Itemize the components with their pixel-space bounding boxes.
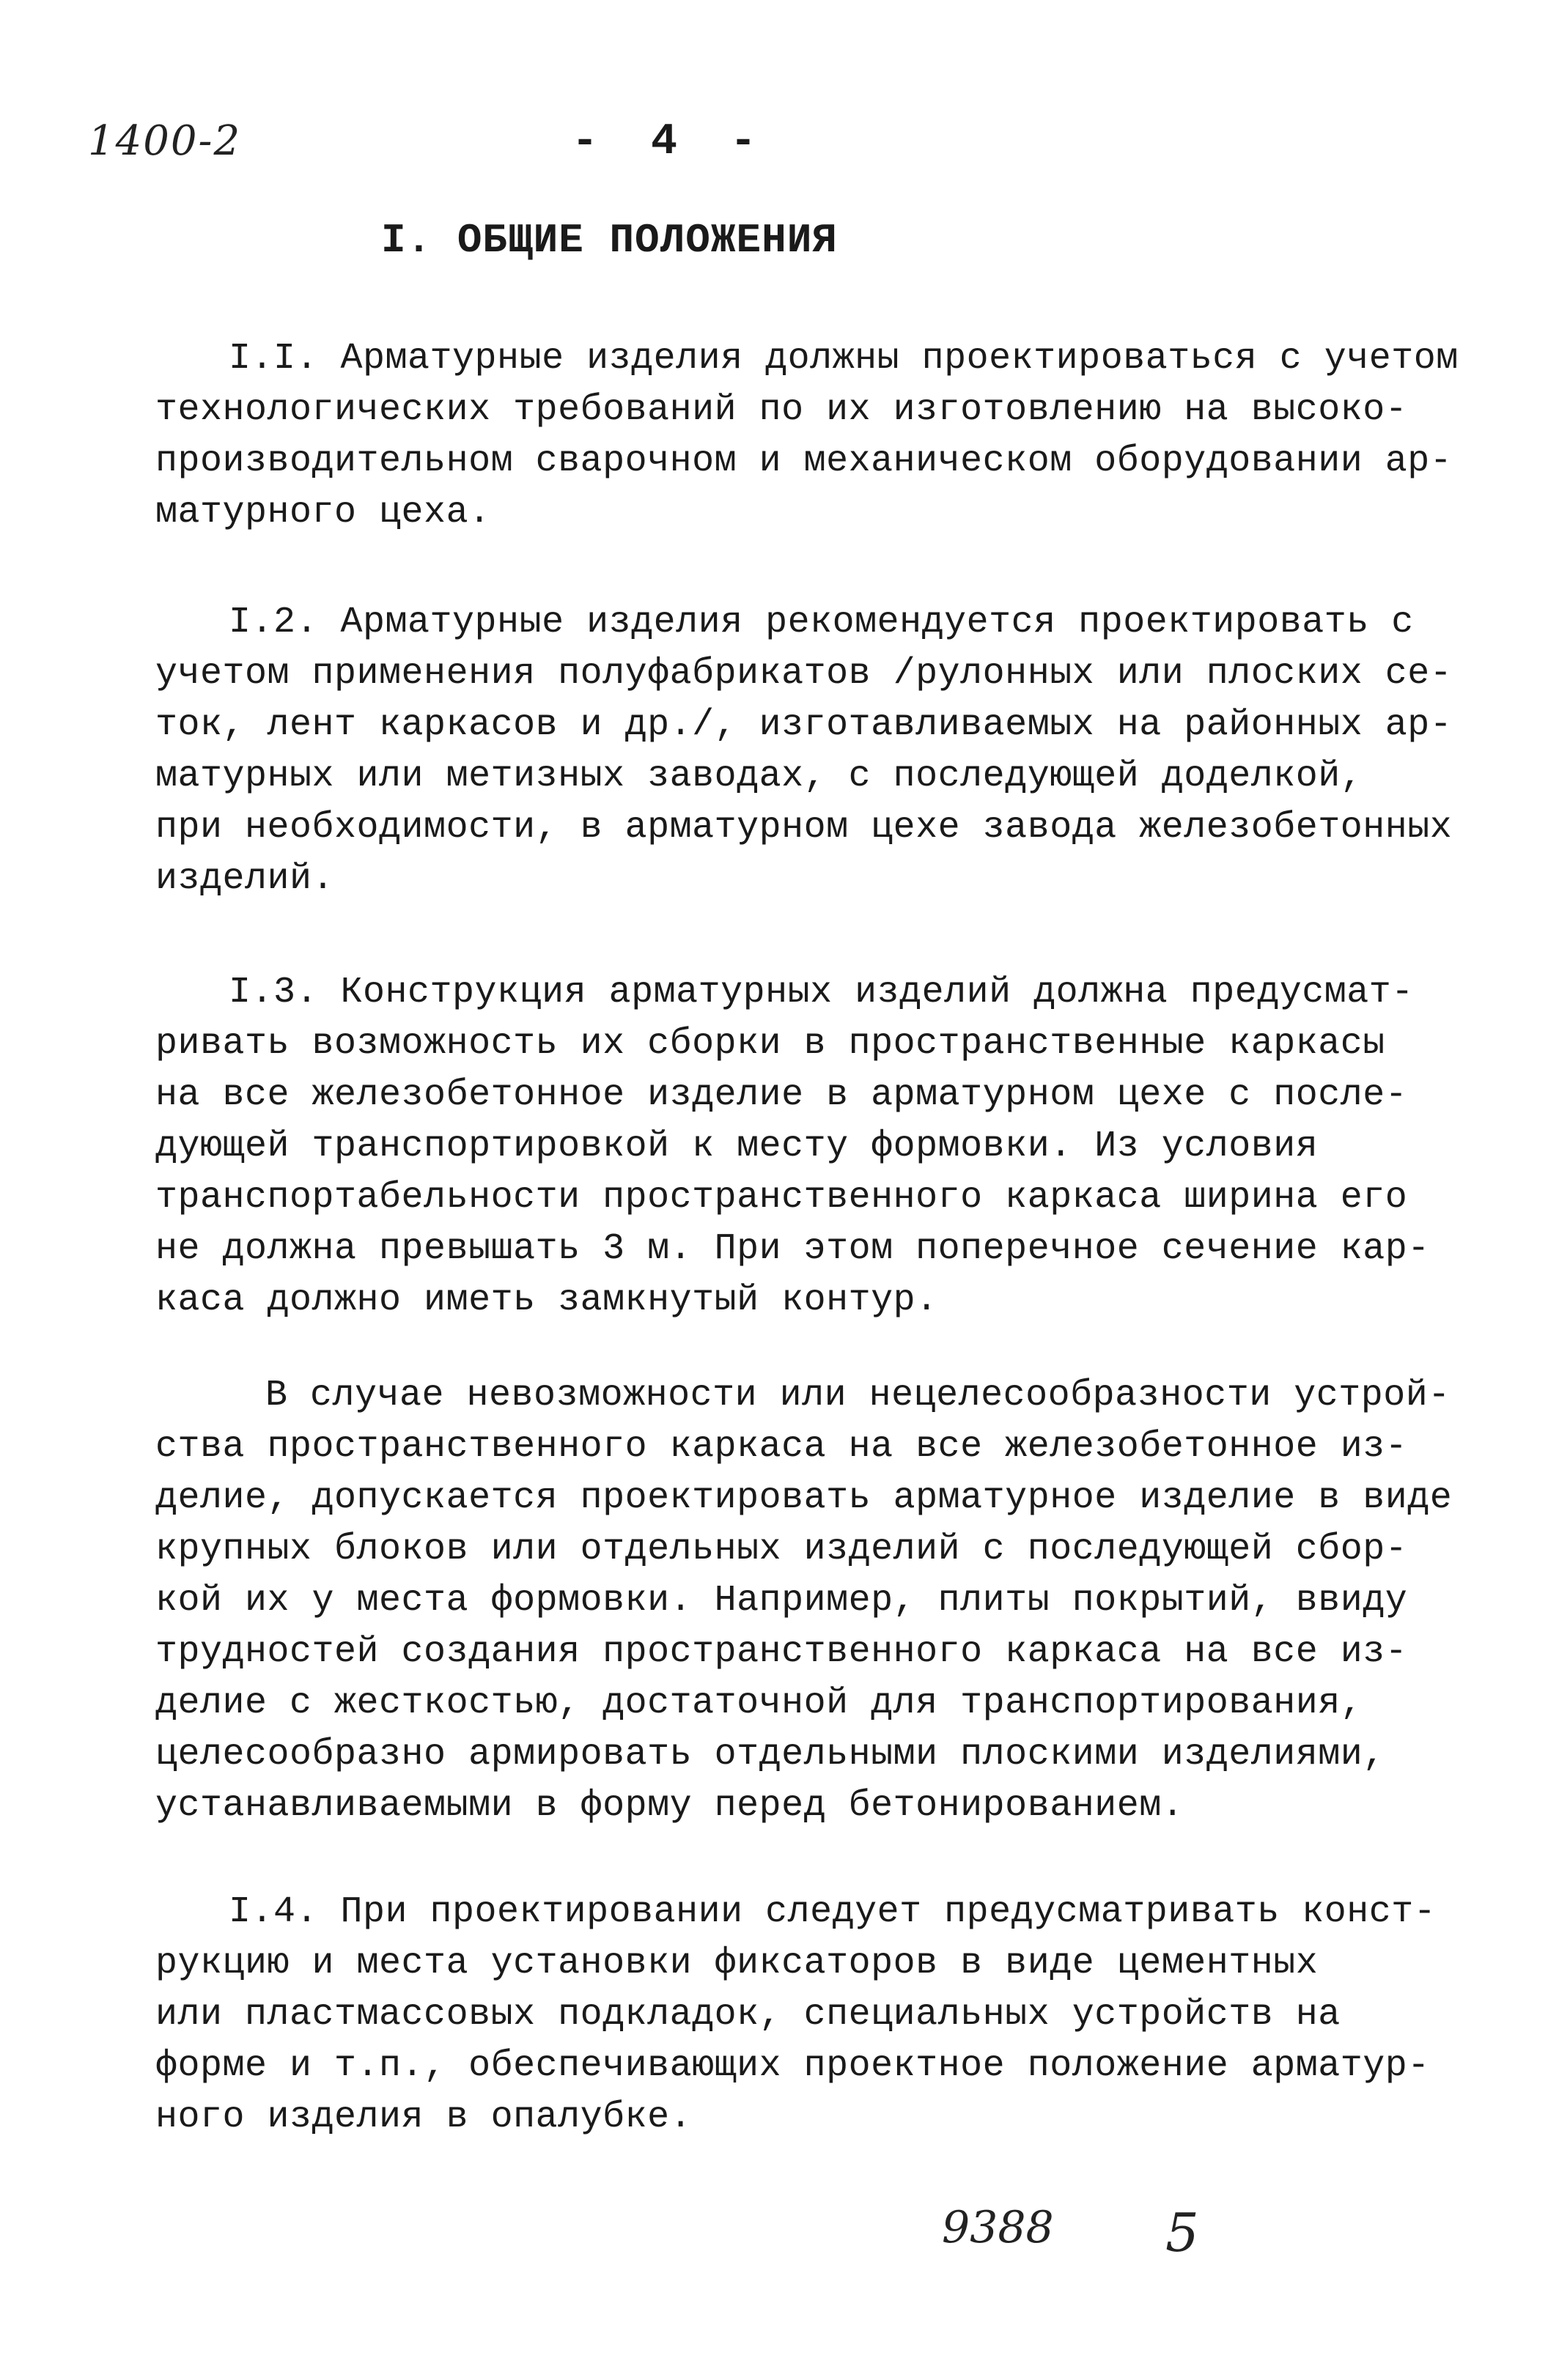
paragraph-line: не должна превышать 3 м. При этом поперечное сечение кар- [155, 1228, 1430, 1270]
paragraph-line: при необходимости, в арматурном цехе завода железобетонных [155, 807, 1453, 849]
paragraph-line: транспортабельности пространственного каркаса ширина его [155, 1177, 1408, 1219]
footer-archive-number: 9388 [942, 2202, 1054, 2253]
paragraph-line: форме и т.п., обеспечивающих проектное положение арматур- [155, 2045, 1430, 2087]
paragraph-line: устанавливаемыми в форму перед бетонированием. [155, 1785, 1184, 1827]
paragraph-line: рукцию и места установки фиксаторов в виде цементных [155, 1943, 1319, 1984]
paragraph-line: на все железобетонное изделие в арматурном цехе с после- [155, 1074, 1408, 1116]
paragraph-line: I.I. Арматурные изделия должны проектироваться с учетом [229, 338, 1459, 380]
page-number: - 4 - [572, 117, 770, 167]
paragraph-1-4 [155, 1887, 1437, 2143]
paragraph-line: крупных блоков или отдельных изделий с последующей сбор- [155, 1529, 1408, 1570]
paragraph-line: производительном сварочном и механическом оборудовании ар- [155, 440, 1453, 482]
paragraph-line: делие с жесткостью, достаточной для транспортирования, [155, 1682, 1363, 1724]
paragraph-1-2 [155, 597, 1453, 905]
paragraph-line: технологических требований по их изготовлению на высоко- [155, 389, 1408, 431]
paragraph-line: ного изделия в опалубке. [155, 2096, 693, 2138]
paragraph-line: кой их у места формовки. Например, плиты покрытий, ввиду [155, 1580, 1408, 1622]
section-title: I. ОБЩИЕ ПОЛОЖЕНИЯ [381, 217, 838, 264]
paragraph-line: ства пространственного каркаса на все железобетонное из- [155, 1426, 1408, 1468]
paragraph-line: матурного цеха. [155, 492, 491, 533]
paragraph-line: изделий. [155, 858, 335, 900]
paragraph-1-3-continued [155, 1370, 1453, 1832]
paragraph-line: или пластмассовых подкладок, специальных устройств на [155, 1994, 1341, 2036]
paragraph-line: дующей транспортировкой к месту формовки. Из условия [155, 1126, 1319, 1167]
paragraph-line: I.2. Арматурные изделия рекомендуется проектировать с [229, 602, 1414, 643]
paragraph-line: целесообразно армировать отдельными плоскими изделиями, [155, 1734, 1385, 1775]
paragraph-1-3 [155, 967, 1430, 1326]
paragraph-line: трудностей создания пространственного каркаса на все из- [155, 1631, 1408, 1673]
paragraph-line: I.4. При проектировании следует предусматривать конст- [229, 1891, 1437, 1933]
paragraph-line: матурных или метизных заводах, с последующей доделкой, [155, 755, 1363, 797]
paragraph-line: учетом применения полуфабрикатов /рулонных или плоских се- [155, 653, 1453, 695]
paragraph-line: ривать возможность их сборки в пространственные каркасы [155, 1023, 1385, 1065]
paragraph-line: делие, допускается проектировать арматурное изделие в виде [155, 1477, 1453, 1519]
footer-sheet-number: 5 [1165, 2202, 1199, 2263]
paragraph-line: каса должно иметь замкнутый контур. [155, 1279, 938, 1321]
paragraph-line: В случае невозможности или нецелесообразности устрой- [265, 1375, 1451, 1416]
document-code: 1400-2 [88, 117, 242, 165]
paragraph-line: I.3. Конструкция арматурных изделий должна предусмат- [229, 972, 1414, 1013]
paragraph-1-1 [155, 333, 1459, 539]
paragraph-line: ток, лент каркасов и др./, изготавливаемых на районных ар- [155, 704, 1453, 746]
